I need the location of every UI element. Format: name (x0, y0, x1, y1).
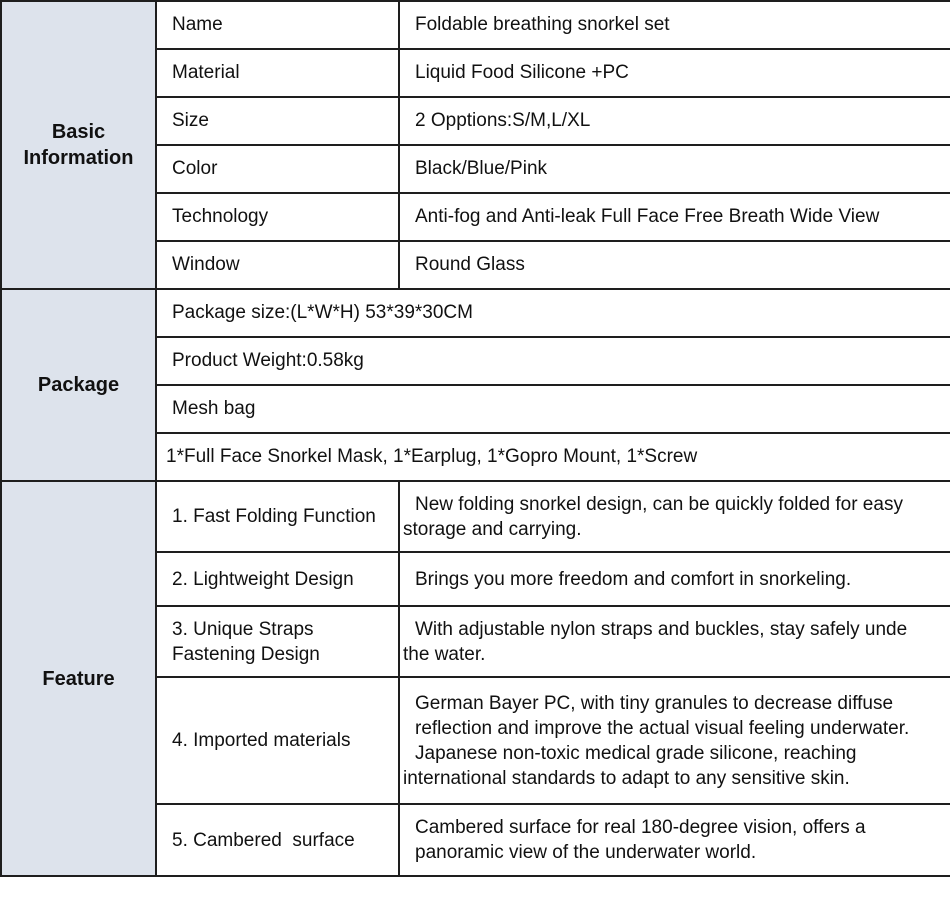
spec-key: Name (156, 1, 399, 49)
section-basic-information (1, 1, 156, 289)
feature-key-line: 5. Cambered surface (172, 829, 355, 851)
feature-value-line: storage and carrying. (403, 518, 582, 540)
feature-key (156, 481, 399, 552)
package-contents: 1*Full Face Snorkel Mask, 1*Earplug, 1*Gopro Mount, 1*Screw (156, 433, 950, 481)
spec-value: Liquid Food Silicone +PC (399, 49, 950, 97)
spec-value: 2 Opptions:S/M,L/XL (399, 97, 950, 145)
spec-key: Technology (156, 193, 399, 241)
feature-row (1, 481, 950, 552)
spec-value: Black/Blue/Pink (399, 145, 950, 193)
feature-key-line: 4. Imported materials (172, 730, 351, 751)
package-size: Package size:(L*W*H) 53*39*30CM (156, 289, 950, 337)
feature-key (156, 552, 399, 606)
feature-value-line: international standards to adapt to any sensitive skin. (403, 767, 850, 789)
feature-value-line: New folding snorkel design, can be quickly folded for easy (415, 493, 903, 515)
feature-key-line: 2. Lightweight Design (172, 568, 354, 590)
feature-value-line: Japanese non-toxic medical grade silicone, reaching (415, 742, 857, 764)
spec-key: Material (156, 49, 399, 97)
spec-key: Size (156, 97, 399, 145)
feature-value-line: Brings you more freedom and comfort in snorkeling. (415, 568, 852, 590)
spec-key: Window (156, 241, 399, 289)
feature-key-line: Fastening Design (172, 643, 320, 665)
feature-key (156, 606, 399, 677)
feature-value-line: panoramic view of the underwater world. (415, 842, 757, 863)
section-title-line: Basic (51, 121, 106, 143)
feature-value (399, 677, 950, 804)
feature-value (399, 481, 950, 552)
spec-row-name (1, 1, 950, 49)
package-bag: Mesh bag (156, 385, 950, 433)
feature-value-line: the water. (403, 643, 486, 665)
feature-value (399, 606, 950, 677)
feature-value (399, 804, 950, 876)
feature-key-line: 3. Unique Straps (172, 618, 314, 640)
product-weight: Product Weight:0.58kg (156, 337, 950, 385)
feature-value-line: German Bayer PC, with tiny granules to decrease diffuse (415, 692, 894, 714)
feature-key (156, 804, 399, 876)
feature-value-line: Cambered surface for real 180-degree vision, offers a (415, 817, 866, 838)
feature-value-line: With adjustable nylon straps and buckles, stay safely unde (415, 618, 908, 640)
section-feature: Feature (1, 481, 156, 876)
spec-value: Anti-fog and Anti-leak Full Face Free Breath Wide View (399, 193, 950, 241)
section-package: Package (1, 289, 156, 481)
section-title-line: Information (23, 147, 134, 169)
feature-value-line: reflection and improve the actual visual feeling underwater. (415, 717, 910, 739)
spec-value: Round Glass (399, 241, 950, 289)
feature-value (399, 552, 950, 606)
feature-key-line: 1. Fast Folding Function (172, 506, 376, 527)
spec-value: Foldable breathing snorkel set (399, 1, 950, 49)
package-row (1, 289, 950, 337)
feature-key (156, 677, 399, 804)
spec-key: Color (156, 145, 399, 193)
